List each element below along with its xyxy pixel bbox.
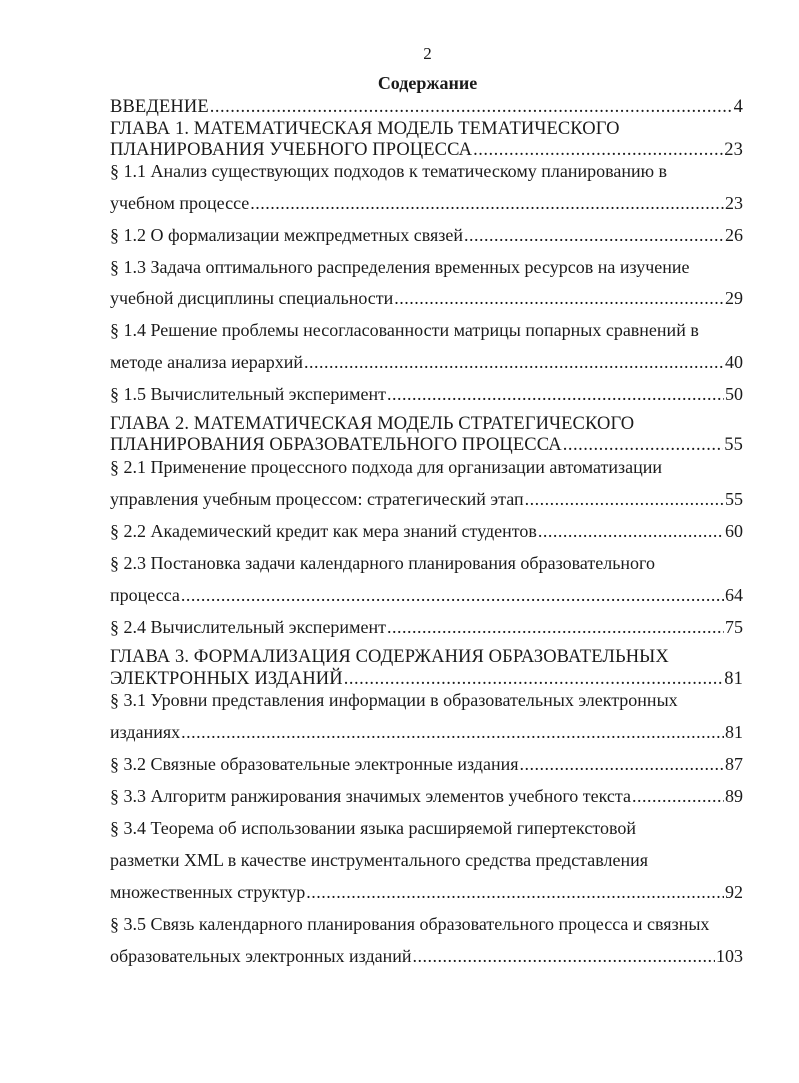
dot-leader — [525, 488, 724, 510]
dot-leader — [210, 96, 733, 118]
toc-entry-page: 55 — [724, 435, 743, 455]
toc-entry-text: ПЛАНИРОВАНИЯ УЧЕБНОГО ПРОЦЕССА — [110, 140, 473, 160]
dot-leader — [520, 753, 725, 775]
toc-section-2-1[interactable] — [110, 488, 743, 510]
toc-section-2-3-line1[interactable]: § 2.3 Постановка задачи календарного планирования образовательного — [110, 553, 655, 573]
toc-entry-introduction[interactable] — [110, 96, 743, 118]
toc-entry-page: 87 — [725, 754, 743, 774]
toc-entry-page: 23 — [724, 140, 743, 160]
toc-section-3-5-line1[interactable]: § 3.5 Связь календарного планирования образовательного процесса и связных — [110, 914, 710, 934]
toc-entry-text: методе анализа иерархий — [110, 352, 303, 372]
toc-entry-page: 4 — [733, 97, 743, 117]
toc-section-1-5[interactable] — [110, 383, 743, 405]
dot-leader — [344, 668, 724, 690]
toc-entry-page: 55 — [725, 489, 743, 509]
toc-chapter-2-line1[interactable]: ГЛАВА 2. МАТЕМАТИЧЕСКАЯ МОДЕЛЬ СТРАТЕГИЧЕСКОГО — [110, 414, 635, 434]
toc-chapter-2[interactable] — [110, 434, 743, 456]
toc-section-1-1-line1[interactable]: § 1.1 Анализ существующих подходов к тематическому планированию в — [110, 161, 668, 181]
dot-leader — [304, 351, 724, 373]
toc-section-3-2[interactable] — [110, 753, 743, 775]
toc-section-3-1[interactable] — [110, 721, 743, 743]
dot-leader — [473, 139, 723, 161]
dot-leader — [538, 520, 724, 542]
toc-entry-text: § 2.2 Академический кредит как мера знаний студентов — [110, 521, 537, 541]
toc-entry-text: ВВЕДЕНИЕ — [110, 97, 209, 117]
dot-leader — [563, 434, 724, 456]
toc-chapter-3-line1[interactable]: ГЛАВА 3. ФОРМАЛИЗАЦИЯ СОДЕРЖАНИЯ ОБРАЗОВАТЕЛЬНЫХ — [110, 647, 669, 667]
toc-section-1-3[interactable] — [110, 287, 743, 309]
toc-entry-page: 64 — [725, 585, 743, 605]
toc-section-1-1[interactable] — [110, 192, 743, 214]
toc-entry-page: 81 — [725, 722, 743, 742]
toc-entry-text: § 2.4 Вычислительный эксперимент — [110, 617, 386, 637]
toc-chapter-1-line1[interactable]: ГЛАВА 1. МАТЕМАТИЧЕСКАЯ МОДЕЛЬ ТЕМАТИЧЕСКОГО — [110, 119, 620, 139]
dot-leader — [387, 383, 724, 405]
toc-entry-text: § 1.5 Вычислительный эксперимент — [110, 384, 386, 404]
toc-entry-text: учебной дисциплины специальности — [110, 288, 394, 308]
toc-entry-text: § 3.2 Связные образовательные электронные издания — [110, 754, 519, 774]
toc-entry-text: § 3.3 Алгоритм ранжирования значимых элементов учебного текста — [110, 786, 631, 806]
toc-entry-page: 23 — [725, 193, 743, 213]
toc-entry-text: процесса — [110, 585, 180, 605]
dot-leader — [181, 721, 724, 743]
dot-leader — [394, 287, 724, 309]
toc-entry-text: управления учебным процессом: стратегический этап — [110, 489, 524, 509]
dot-leader — [387, 616, 724, 638]
toc-section-2-2[interactable] — [110, 520, 743, 542]
toc-section-1-4-line1[interactable]: § 1.4 Решение проблемы несогласованности матрицы попарных сравнений в — [110, 320, 699, 340]
toc-entry-text: ПЛАНИРОВАНИЯ ОБРАЗОВАТЕЛЬНОГО ПРОЦЕССА — [110, 435, 562, 455]
toc-section-3-3[interactable] — [110, 785, 743, 807]
toc-section-1-2[interactable] — [110, 224, 743, 246]
toc-entry-text: изданиях — [110, 722, 181, 742]
toc-entry-page: 60 — [725, 521, 743, 541]
toc-chapter-1[interactable] — [110, 139, 743, 161]
toc-entry-page: 103 — [716, 946, 743, 966]
toc-entry-page: 92 — [725, 882, 743, 902]
toc-section-2-1-line1[interactable]: § 2.1 Применение процессного подхода для организации автоматизации — [110, 457, 663, 477]
toc-entry-page: 26 — [725, 225, 743, 245]
toc-section-3-1-line1[interactable]: § 3.1 Уровни представления информации в образовательных электронных — [110, 690, 678, 710]
toc-section-2-3[interactable] — [110, 584, 743, 606]
dot-leader — [632, 785, 724, 807]
toc-entry-page: 29 — [725, 288, 743, 308]
toc-title: Содержание — [377, 73, 478, 93]
toc-entry-text: образовательных электронных изданий — [110, 946, 412, 966]
dot-leader — [181, 584, 724, 606]
toc-entry-page: 81 — [724, 669, 743, 689]
toc-entry-text: множественных структур — [110, 882, 306, 902]
dot-leader — [413, 945, 716, 967]
toc-entry-page: 50 — [725, 384, 743, 404]
toc-entry-text: учебном процессе — [110, 193, 250, 213]
toc-entry-page: 40 — [725, 352, 743, 372]
toc-section-3-4[interactable] — [110, 881, 743, 903]
toc-section-3-4-line1[interactable]: § 3.4 Теорема об использовании языка расширяемой гипертекстовой — [110, 818, 636, 838]
dot-leader — [306, 881, 724, 903]
toc-chapter-3[interactable] — [110, 668, 743, 690]
toc-entry-page: 75 — [725, 617, 743, 637]
toc-section-3-5[interactable] — [110, 945, 743, 967]
toc-section-1-3-line1[interactable]: § 1.3 Задача оптимального распределения временных ресурсов на изучение — [110, 257, 690, 277]
toc-section-1-4[interactable] — [110, 351, 743, 373]
toc-section-2-4[interactable] — [110, 616, 743, 638]
page-number: 2 — [423, 44, 432, 63]
toc-section-3-4-line2[interactable]: разметки XML в качестве инструментального средства представления — [110, 850, 649, 870]
dot-leader — [250, 192, 724, 214]
toc-entry-text: ЭЛЕКТРОННЫХ ИЗДАНИЙ — [110, 669, 343, 689]
toc-entry-page: 89 — [725, 786, 743, 806]
dot-leader — [464, 224, 724, 246]
toc-entry-text: § 1.2 О формализации межпредметных связей — [110, 225, 464, 245]
